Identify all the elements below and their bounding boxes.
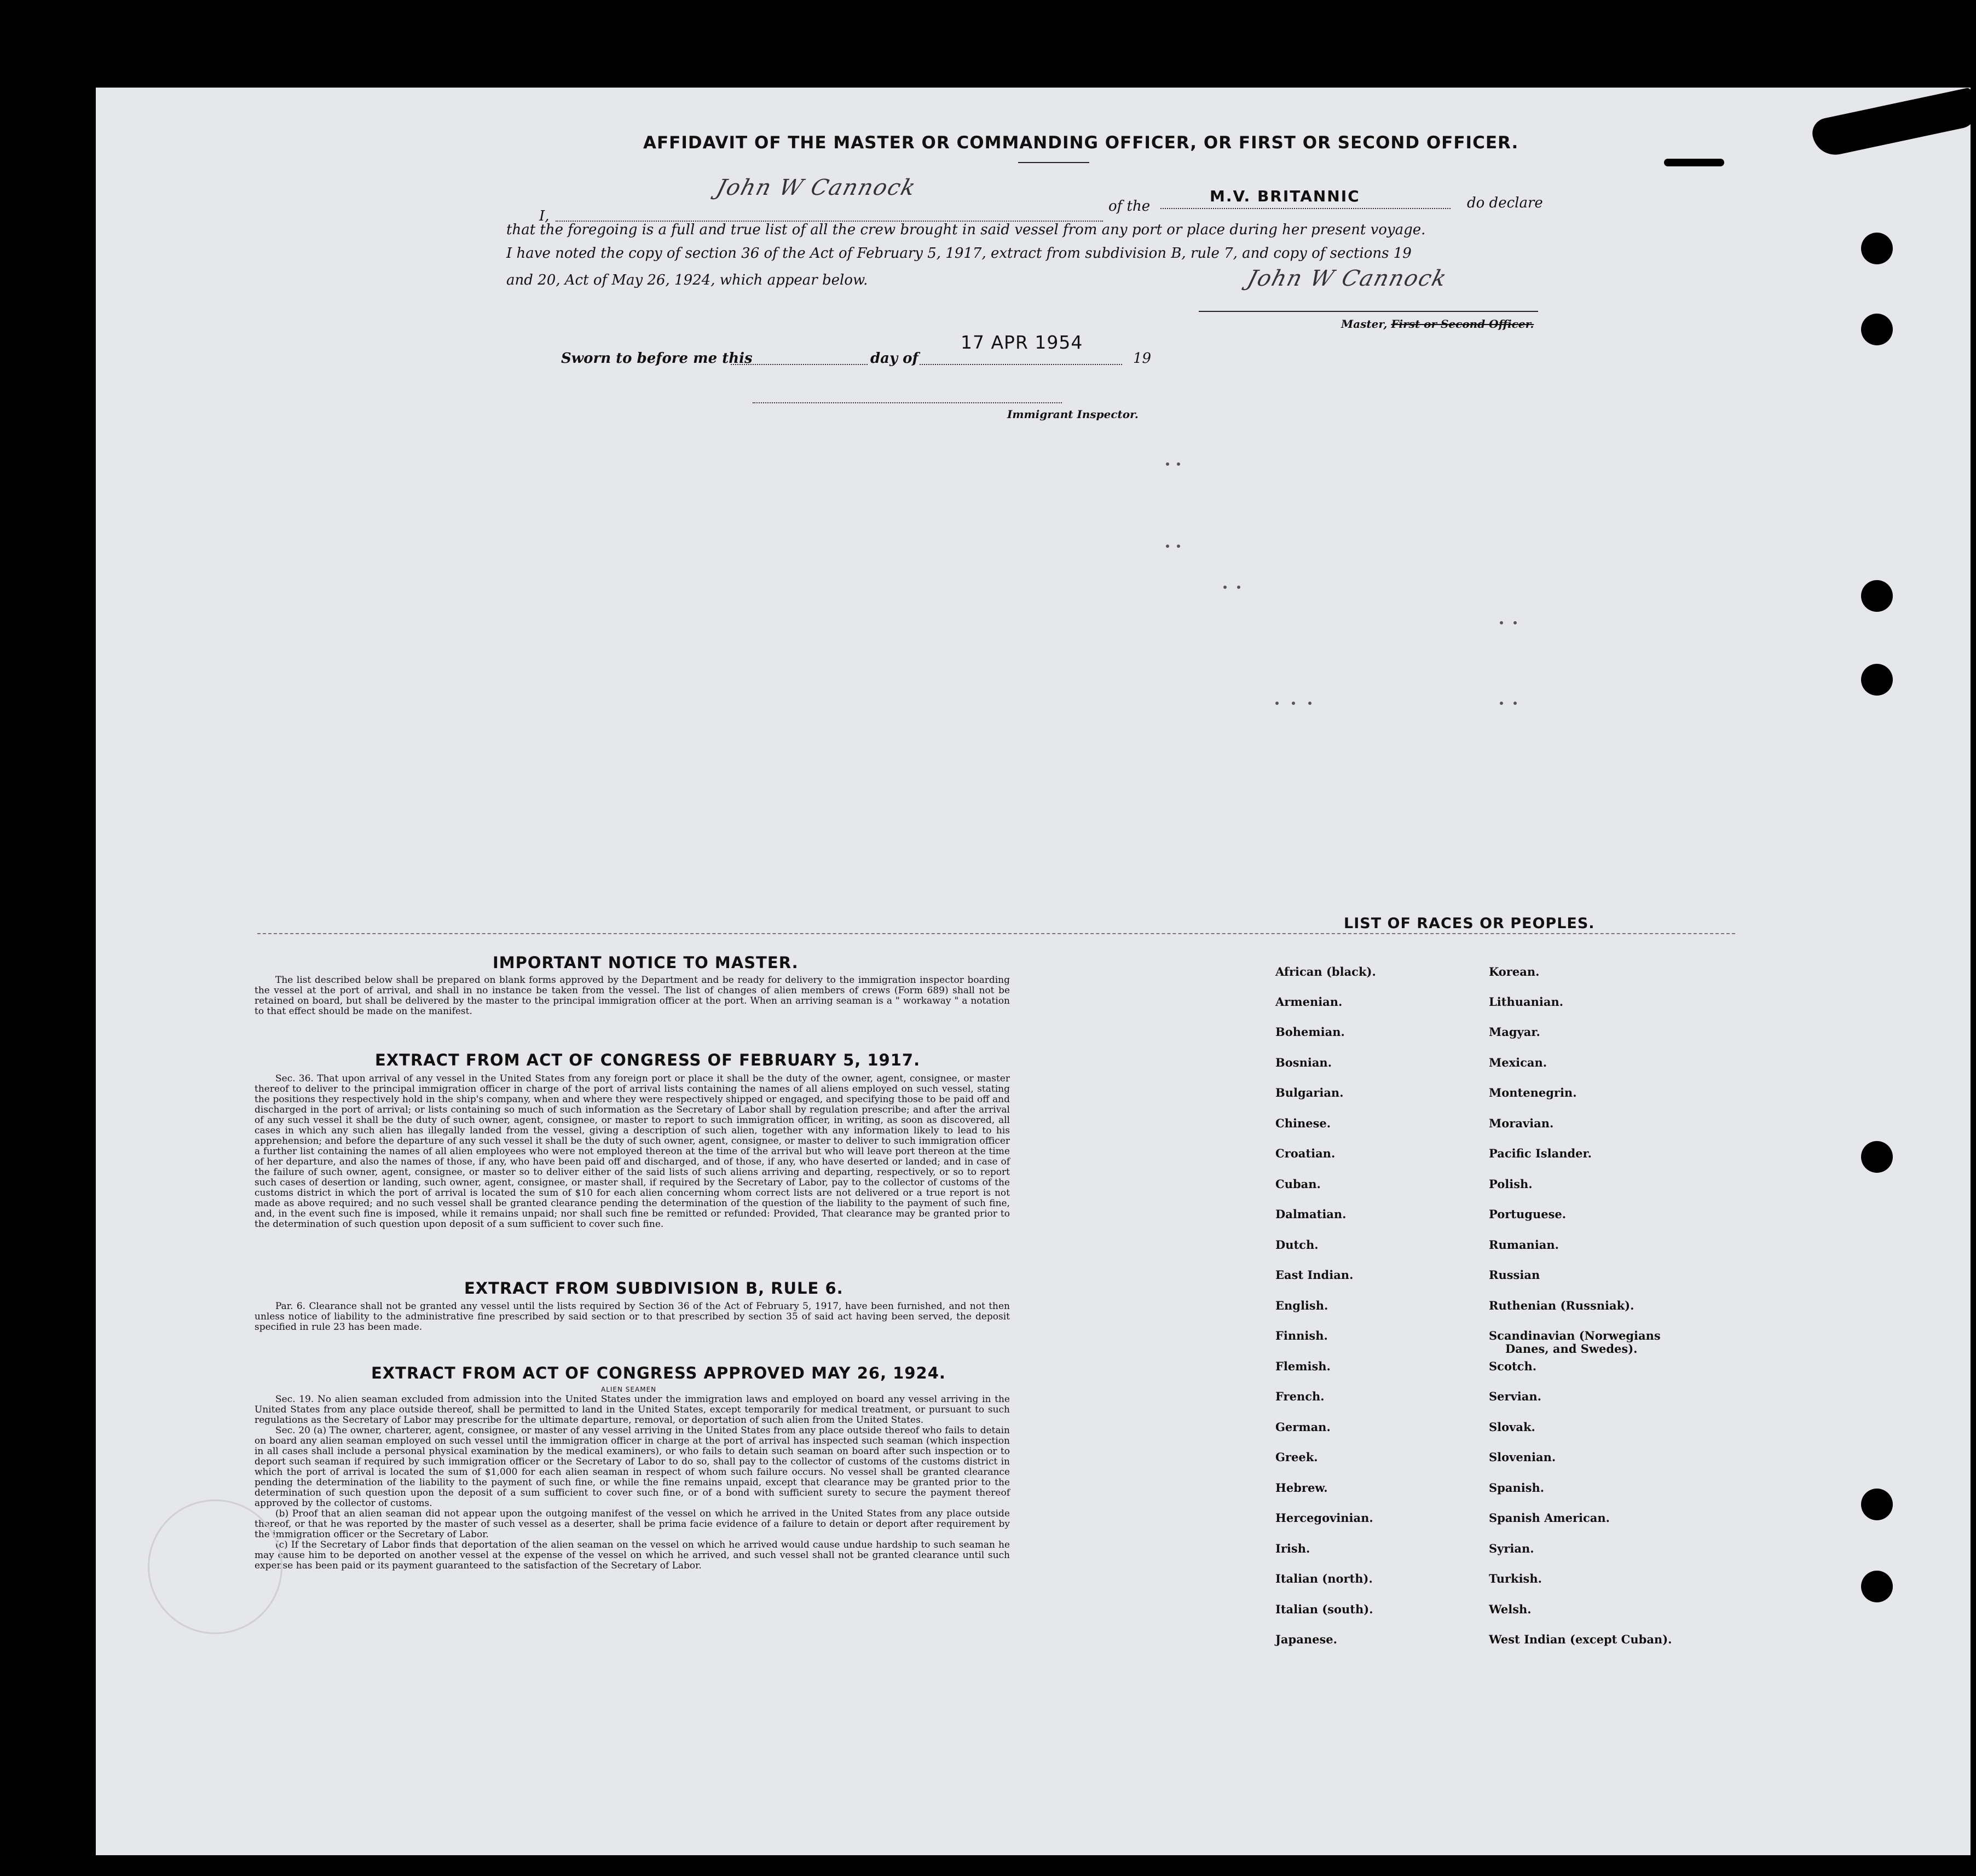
race-item: Mexican. <box>1489 1056 1547 1069</box>
race-item: Chinese. <box>1275 1116 1331 1130</box>
rule6-heading: EXTRACT FROM SUBDIVISION B, RULE 6. <box>464 1279 843 1298</box>
bleed-dot <box>1237 586 1240 589</box>
race-item: Bosnian. <box>1275 1056 1332 1069</box>
race-item: Portuguese. <box>1489 1207 1567 1221</box>
sworn-label: Sworn to before me this <box>561 350 753 367</box>
race-item: Greek. <box>1275 1450 1318 1464</box>
do-declare-label: do declare <box>1467 195 1543 211</box>
race-item: Slovak. <box>1489 1420 1535 1434</box>
bleed-dot <box>1177 462 1180 466</box>
race-item: Russian <box>1489 1268 1540 1282</box>
ink-smudge <box>1664 159 1724 166</box>
race-item: Pacific Islander. <box>1489 1147 1592 1160</box>
notice-paragraph: The list described below shall be prepared on blank forms approved by the Department and be ready for delivery to the immigration inspector boarding the vessel at the port of arrival, and shall in no instance be taken from the vessel. The list of changes of alien members of crews (Form 689) shall not be retained on board, but shall be delivered by the master to the principal immigration officer at the port. When an arriving seaman is a " workaway " a notation to that effect should be made on the manifest. <box>255 975 1010 1017</box>
vessel-name: M.V. BRITANNIC <box>1210 187 1360 205</box>
punch-hole <box>1861 664 1893 696</box>
race-item-continuation: Danes, and Swedes). <box>1505 1342 1638 1356</box>
signer-title <box>1341 317 1534 331</box>
race-item: Montenegrin. <box>1489 1086 1577 1099</box>
inspector-line <box>753 402 1062 403</box>
race-item: East Indian. <box>1275 1268 1354 1282</box>
year-prefix: 19 <box>1133 350 1152 367</box>
race-item: Dutch. <box>1275 1238 1319 1252</box>
race-item: Italian (south). <box>1275 1602 1373 1616</box>
race-item: Lithuanian. <box>1489 995 1564 1009</box>
race-item: Flemish. <box>1275 1359 1331 1373</box>
bleed-dot <box>1292 702 1295 705</box>
extract-1917-paragraph: Sec. 36. That upon arrival of any vessel in the United States from any foreign port or place it shall be the duty of the owner, agent, consignee, or master thereof to deliver to the principal immigration officer in charge of the port of arrival lists containing the names of all aliens employed on such vessel, stating the positions they respectively hold in the ship's company, when and where they were respectively shipped or engaged, and specifying those to be paid off and discharged in the port of arrival; or lists containing so much of such information as the Secretary of Labor shall by regulation prescribe; and after the arrival of any such vessel it shall be the duty of such owner, agent, consignee, or master to report to such immigration officer, in writing, as soon as discovered, all cases in which any such alien has illegally landed from the vessel, giving a description of such alien, together with any information likely to lead to his apprehension; and before the departure of any such vessel it shall be the duty of such owner, agent, consignee, or master to deliver to such immigration officer a further list containing the names of all alien employees who were not employed thereon at the time of the arrival but who will leave port thereon at the time of her departure, and also the names of those, if any, who have been paid off and discharged, and of those, if any, who have deserted or landed; and in case of the failure of such owner, agent, consignee, or master so to deliver either of the said lists of such aliens arriving and departing, respectively, or so to report such cases of desertion or landing, such owner, agent, consignee, or master shall, if required by the Secretary of Labor, pay to the collector of customs of the customs district in which the port of arrival is located the sum of $10 for each alien concerning whom correct lists are not delivered or a true report is not made as above required; and no such vessel shall be granted clearance pending the determination of the question of the liability to the payment of such fine, and, in the event such fine is imposed, while it remains unpaid; nor shall such fine be remitted or refunded: Provided, That clearance may be granted prior to the determination of such question upon deposit of a sum sufficient to cover such fine. <box>255 1073 1010 1230</box>
notice-heading: IMPORTANT NOTICE TO MASTER. <box>493 953 799 972</box>
bleed-dot <box>1513 621 1517 624</box>
sworn-day-line <box>731 364 868 365</box>
race-item: Rumanian. <box>1489 1238 1559 1252</box>
race-item: Hercegovinian. <box>1275 1511 1373 1525</box>
race-item: Polish. <box>1489 1177 1533 1191</box>
race-item: Servian. <box>1489 1389 1541 1403</box>
race-item: Ruthenian (Russniak). <box>1489 1299 1634 1312</box>
race-item: Bulgarian. <box>1275 1086 1344 1099</box>
sec20a-paragraph: Sec. 20 (a) The owner, charterer, agent, consignee, or master of any vessel arriving in the United States from any place outside thereof who fails to detain on board any alien seaman employed on such vessel until the immigration officer in charge at the port of arrival has inspected such seaman (which inspection in all cases shall include a personal physical examination by the medical examiners), or who fails to detain such seaman on board after such inspection or to deport such seaman if required by such immigration officer or the Secretary of Labor to do so, shall pay to the collector of customs of the customs district in which the port of arrival is located the sum of $1,000 for each alien seaman in respect of whom such failure occurs. No vessel shall be granted clearance pending the determination of the liability to the payment of such fine, or while the fine remains unpaid, except that clearance may be granted prior to the determination of such question upon the deposit of a sum sufficient to cover such fine, or of a bond with sufficient surety to secure the payment thereof approved by the collector of customs. <box>255 1425 1010 1509</box>
rule6-text <box>255 1301 1010 1333</box>
bleed-dot <box>1223 586 1227 589</box>
day-of-label: day of <box>870 350 918 367</box>
race-item: Irish. <box>1275 1542 1310 1555</box>
bleed-dot <box>1177 545 1180 548</box>
extract-1917-text <box>255 1074 1010 1230</box>
race-item: Magyar. <box>1489 1025 1540 1039</box>
race-item: Cuban. <box>1275 1177 1321 1191</box>
bleed-dot <box>1166 545 1169 548</box>
punch-hole <box>1861 314 1893 345</box>
of-the-label: of the <box>1108 198 1151 215</box>
race-item: Dalmatian. <box>1275 1207 1347 1221</box>
embossed-seal <box>148 1499 282 1634</box>
sec19-paragraph: Sec. 19. No alien seaman excluded from admission into the United States under the immigration laws and employed on board any vessel arriving in the United States from any place outside thereof, shall be permitted to land in the United States, except temporarily for medical treatment, or pursuant to such regulations as the Secretary of Labor may prescribe for the ultimate departure, removal, or deportation of such alien from the United States. <box>255 1394 1010 1426</box>
signer-title-struck: First or Second Officer. <box>1391 317 1534 331</box>
race-item: Spanish American. <box>1489 1511 1610 1525</box>
extract-1924-heading: EXTRACT FROM ACT OF CONGRESS APPROVED MAY 26, 1924. <box>371 1364 946 1382</box>
race-item: Spanish. <box>1489 1481 1545 1495</box>
extract-1924-text <box>255 1394 1010 1571</box>
punch-hole <box>1861 1141 1893 1173</box>
race-item: African (black). <box>1275 965 1376 978</box>
sec20c-paragraph: (c) If the Secretary of Labor finds that deportation of the alien seaman on the vessel on which he arrived would cause undue hardship to such seaman he may cause him to be deported on another vessel at the expense of the vessel on which he arrived, and such vessel shall not be granted clearance until such expense has been paid or its payment guaranteed to the satisfaction of the Secretary of Labor. <box>255 1539 1010 1571</box>
inspector-label: Immigrant Inspector. <box>1007 408 1139 421</box>
race-item: Finnish. <box>1275 1329 1328 1342</box>
race-item: Korean. <box>1489 965 1540 978</box>
race-item: Scandinavian (Norwegians <box>1489 1329 1661 1342</box>
race-item: West Indian (except Cuban). <box>1489 1632 1672 1646</box>
bleed-dot <box>1275 702 1279 705</box>
affidavit-line-2: that the foregoing is a full and true list of all the crew brought in said vessel from any port or place during her present voyage. <box>506 222 1426 238</box>
master-signature-inline: John W Cannock <box>713 175 920 200</box>
punch-hole <box>1861 233 1893 264</box>
race-item: Scotch. <box>1489 1359 1537 1373</box>
race-item: Moravian. <box>1489 1116 1554 1130</box>
races-heading: LIST OF RACES OR PEOPLES. <box>1344 915 1595 932</box>
bleed-dot <box>1308 702 1311 705</box>
date-line <box>920 364 1122 365</box>
race-item: Japanese. <box>1275 1632 1337 1646</box>
affidavit-line-3: I have noted the copy of section 36 of the Act of February 5, 1917, extract from subdivision B, rule 7, and copy of sections 19 <box>506 245 1412 262</box>
affidavit-i-label: I, <box>539 208 550 224</box>
bleed-dot <box>1500 702 1503 705</box>
race-item: Bohemian. <box>1275 1025 1345 1039</box>
race-item: Slovenian. <box>1489 1450 1556 1464</box>
bleed-dot <box>1500 621 1503 624</box>
race-item: French. <box>1275 1389 1325 1403</box>
race-item: English. <box>1275 1299 1328 1312</box>
punch-hole <box>1861 1571 1893 1602</box>
signer-title-master: Master, <box>1341 317 1388 331</box>
race-item: Hebrew. <box>1275 1481 1328 1495</box>
punch-hole <box>1861 1489 1893 1520</box>
rule6-paragraph: Par. 6. Clearance shall not be granted any vessel until the lists required by Section 36 of the Act of February 5, 1917, have been furnished, and not then unless notice of liability to the administrative fine prescribed by said section or to that prescribed by section 35 of said act having been served, the deposit specified in rule 23 has been made. <box>255 1301 1010 1333</box>
sec20b-paragraph: (b) Proof that an alien seaman did not appear upon the outgoing manifest of the vessel on which he arrived in the United States from any place outside thereof, or that he was reported by the master of such vessel as a deserter, shall be prima facie evidence of a failure to detain or deport after requirement by the immigration officer or the Secretary of Labor. <box>255 1508 1010 1540</box>
race-item: Welsh. <box>1489 1602 1532 1616</box>
bleed-dot <box>1513 702 1517 705</box>
race-item: Italian (north). <box>1275 1572 1373 1585</box>
heading-underline <box>1018 162 1089 163</box>
race-item: Croatian. <box>1275 1147 1336 1160</box>
extract-1917-heading: EXTRACT FROM ACT OF CONGRESS OF FEBRUARY 5, 1917. <box>375 1051 921 1069</box>
signature-line <box>1199 311 1538 312</box>
affidavit-line-4: and 20, Act of May 26, 1924, which appear below. <box>506 272 868 288</box>
race-item: Turkish. <box>1489 1572 1542 1585</box>
race-item: Armenian. <box>1275 995 1343 1009</box>
extract-1924-subheading: ALIEN SEAMEN <box>601 1386 657 1393</box>
fold-line <box>257 933 1735 934</box>
affidavit-heading: AFFIDAVIT OF THE MASTER OR COMMANDING OFFICER, OR FIRST OR SECOND OFFICER. <box>643 133 1519 153</box>
bleed-dot <box>1166 462 1169 466</box>
date-stamp: 17 APR 1954 <box>961 332 1083 353</box>
vessel-line <box>1160 208 1451 209</box>
notice-text <box>255 975 1010 1017</box>
race-item: Syrian. <box>1489 1542 1534 1555</box>
punch-hole <box>1861 580 1893 612</box>
master-signature: John W Cannock <box>1244 266 1451 291</box>
race-item: German. <box>1275 1420 1331 1434</box>
